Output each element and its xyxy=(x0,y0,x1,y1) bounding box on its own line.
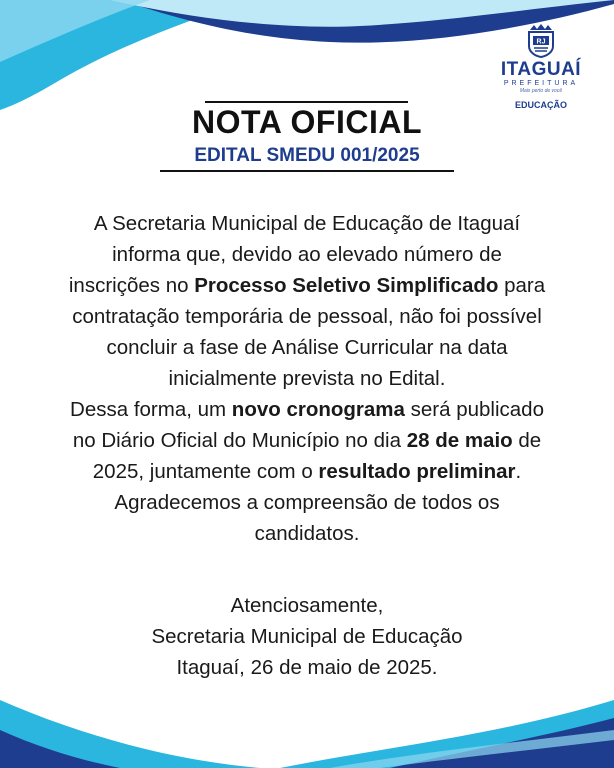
page-subtitle: EDITAL SMEDU 001/2025 xyxy=(194,145,420,166)
logo-department: EDUCAÇÃO xyxy=(514,100,567,110)
closing-signature: Secretaria Municipal de Educação xyxy=(151,625,463,648)
closing-greeting: Atenciosamente, xyxy=(230,594,384,617)
prefeitura-logo xyxy=(496,24,586,110)
body-line: inicialmente prevista no Edital. xyxy=(168,367,446,390)
highlight-result: resultado preliminar xyxy=(318,460,516,483)
highlight-date: 28 de maio xyxy=(406,429,513,452)
closing-block xyxy=(0,590,614,683)
closing-place-date: Itaguaí, 26 de maio de 2025. xyxy=(176,656,438,679)
logo-name: ITAGUAÍ xyxy=(500,59,582,80)
body-line: 2025, juntamente com o resultado preliminar. xyxy=(92,460,522,483)
city-emblem-icon xyxy=(526,24,556,58)
title-top-rule xyxy=(205,101,408,103)
logo-slogan: Mais perto de você xyxy=(519,88,563,94)
body-line: candidatos. xyxy=(254,522,360,545)
body-line: Dessa forma, um novo cronograma será publicado xyxy=(70,398,544,421)
body-line: informa que, devido ao elevado número de xyxy=(112,243,502,266)
body-line: no Diário Oficial do Município no dia 28 de maio de xyxy=(72,429,542,452)
body-line: concluir a fase de Análise Curricular na data xyxy=(106,336,508,359)
highlight-schedule: novo cronograma xyxy=(231,398,405,421)
notice-body xyxy=(40,208,574,549)
body-line: contratação temporária de pessoal, não foi possível xyxy=(72,305,542,328)
logo-subtitle: PREFEITURA xyxy=(503,80,579,87)
body-line: inscrições no Processo Seletivo Simplificado para xyxy=(68,274,546,297)
page-title: NOTA OFICIAL xyxy=(192,104,422,140)
body-line: Agradecemos a compreensão de todos os xyxy=(114,491,500,514)
highlight-process: Processo Seletivo Simplificado xyxy=(194,274,499,297)
subtitle-bottom-rule xyxy=(160,170,454,172)
emblem-initials: RJ xyxy=(536,38,546,46)
body-line: A Secretaria Municipal de Educação de Itaguaí xyxy=(93,212,521,235)
